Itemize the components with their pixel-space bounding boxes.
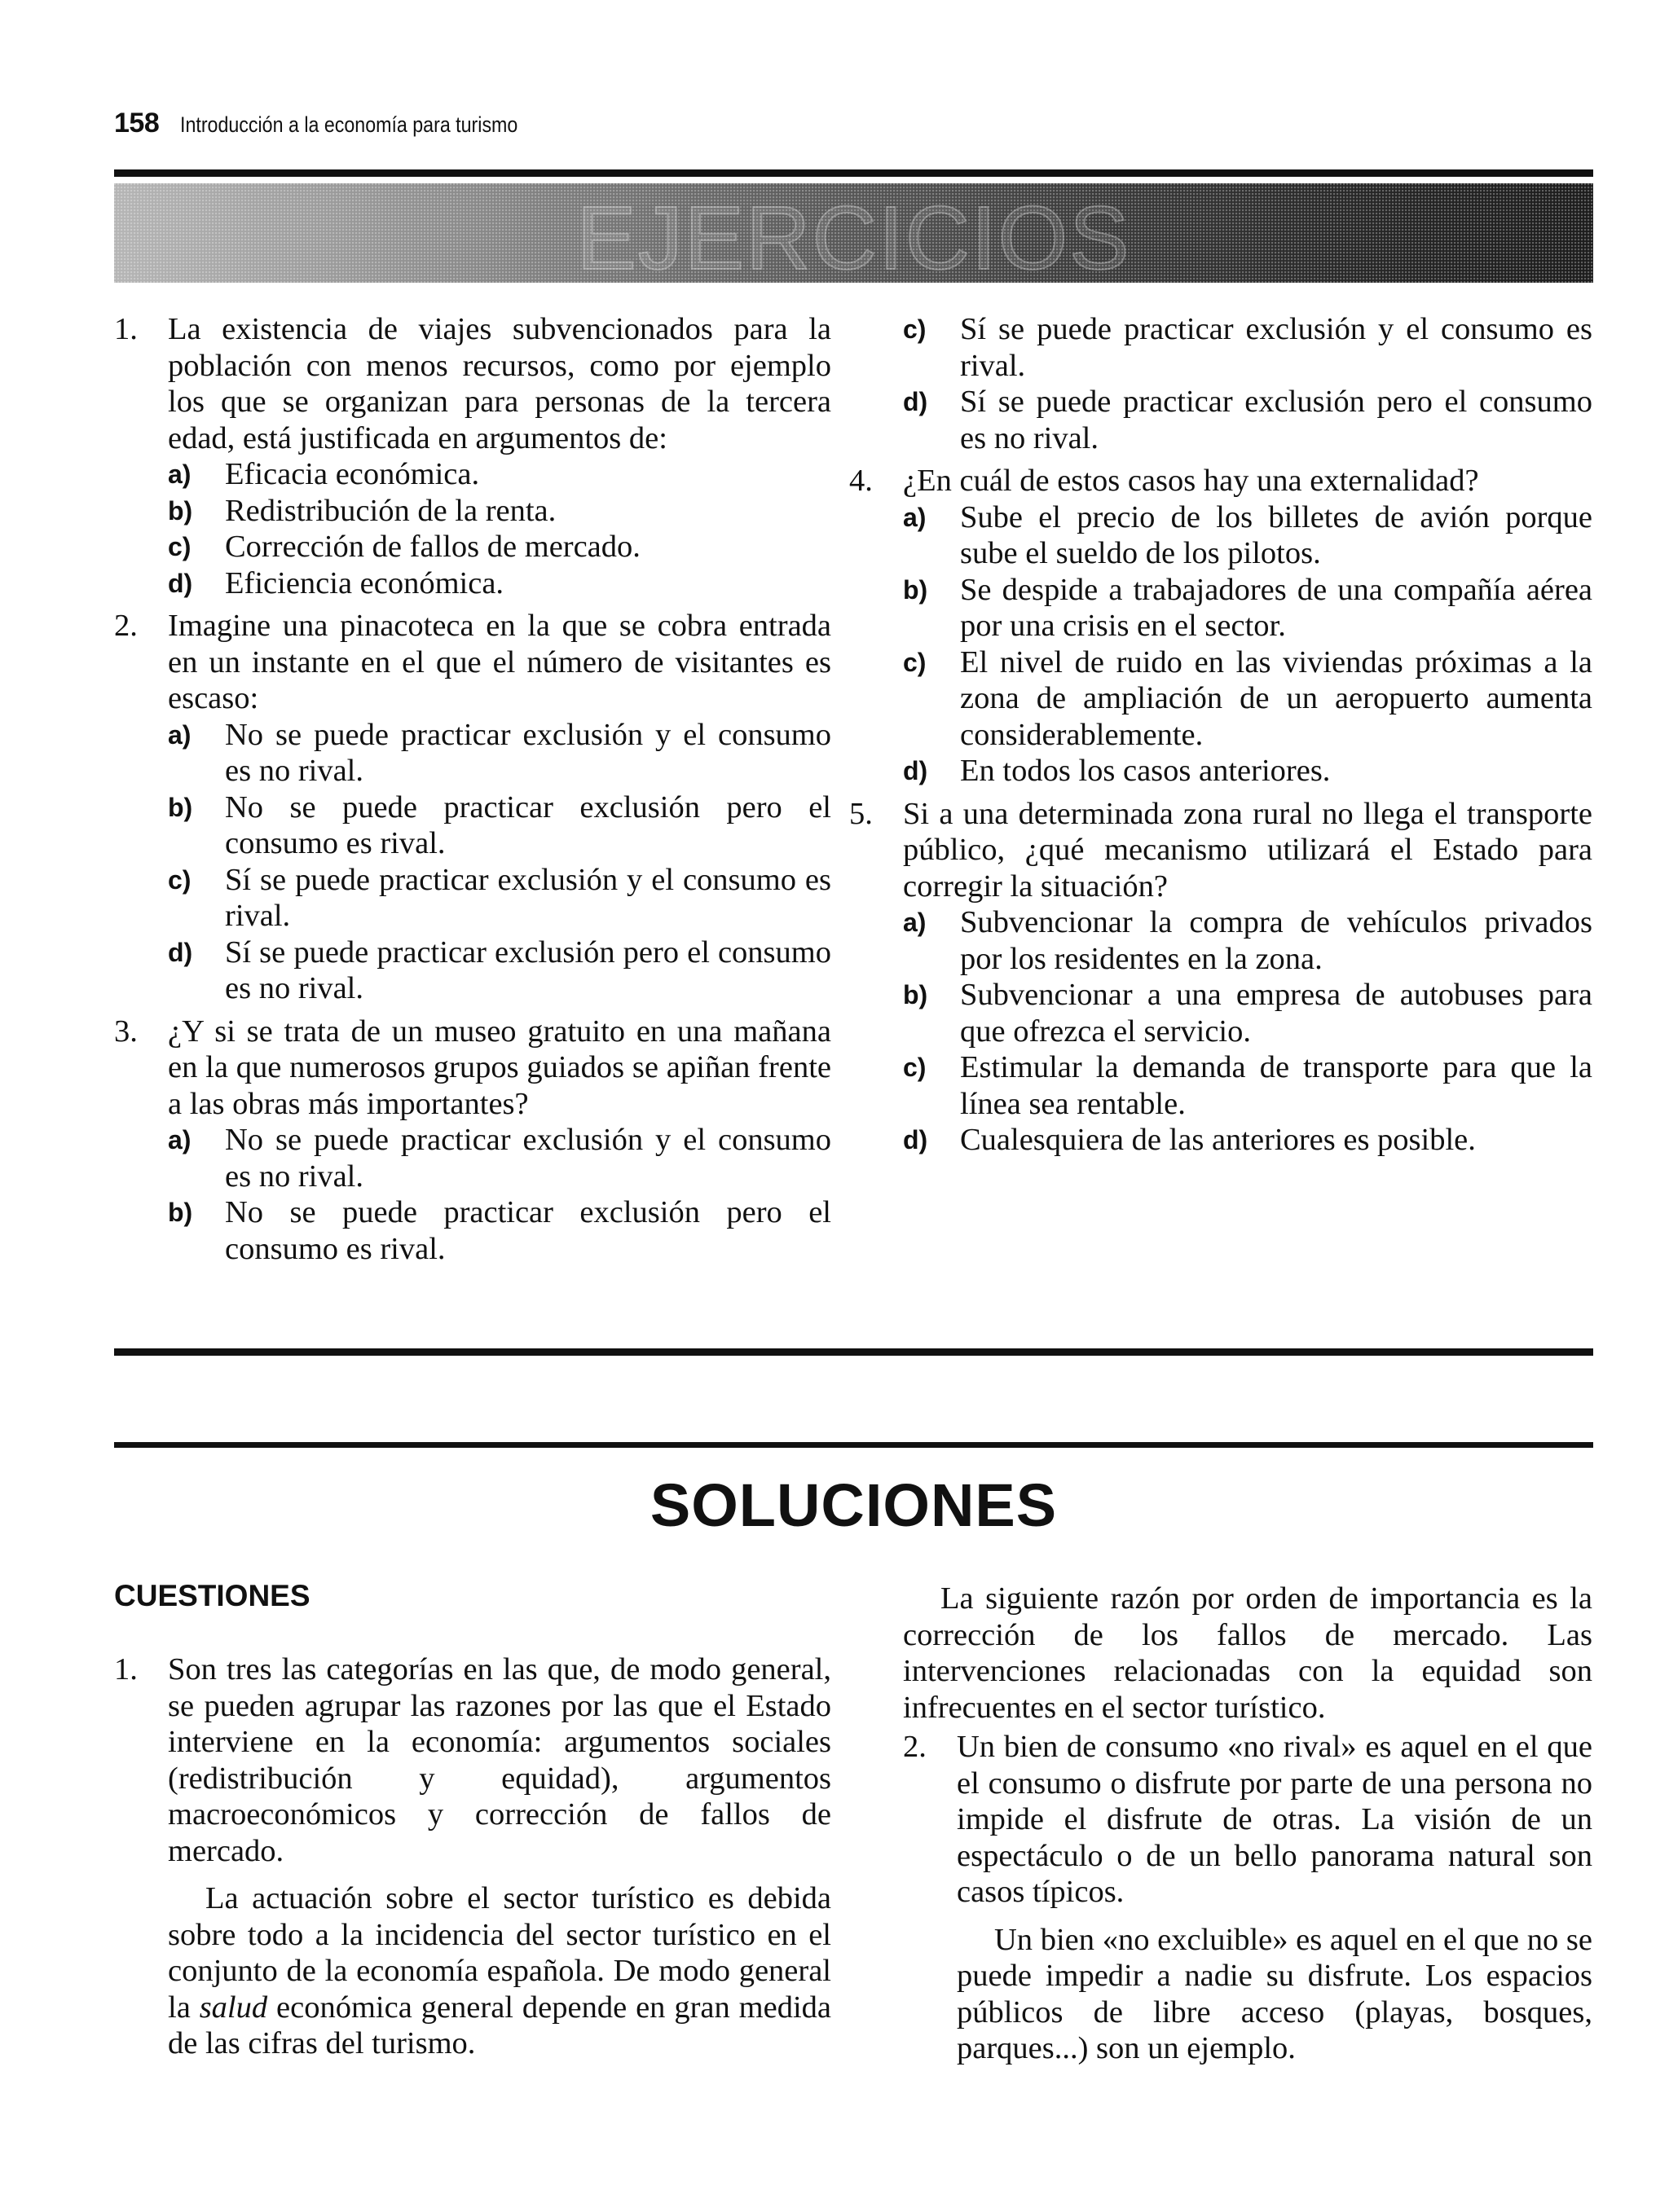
- option-letter: a): [903, 908, 927, 937]
- option-text: Estimular la demanda de transporte para que la línea sea rentable.: [960, 1050, 1592, 1121]
- option-b: [168, 789, 831, 862]
- option-letter: c): [168, 864, 192, 895]
- option-a: [168, 456, 831, 493]
- option-d: [903, 384, 1592, 456]
- options-list: [903, 904, 1592, 1159]
- question-text: Si a una determinada zona rural no llega el transporte público, ¿qué mecanismo utilizará el Estado para corregir la situación?: [903, 796, 1592, 904]
- question-number: 5.: [849, 796, 873, 831]
- option-text: No se puede practicar exclusión pero el consumo es rival.: [225, 789, 831, 860]
- exercises-banner: [114, 183, 1593, 283]
- option-text: Sube el precio de los billetes de avión porque sube el sueldo de los pilotos.: [960, 499, 1592, 570]
- question-text: La existencia de viajes subvencionados para la población con menos recursos, como por ejemplo los que se organizan para personas de la tercera edad, está justificada en argumentos de:: [168, 312, 831, 455]
- exercises-bottom-rule: [114, 1348, 1593, 1356]
- options-list: [168, 1122, 831, 1267]
- solutions-right-column: [903, 1581, 1592, 2091]
- question-3: [114, 1014, 831, 1268]
- solutions-subheading: CUESTIONES: [114, 1579, 310, 1612]
- option-letter: c): [903, 647, 927, 677]
- option-letter: b): [168, 495, 193, 526]
- solutions-title: SOLUCIONES: [650, 1471, 1058, 1539]
- option-letter: b): [168, 1198, 193, 1227]
- solution-1: [114, 1651, 831, 2073]
- emphasis: salud: [199, 1990, 268, 2025]
- question-number: 4.: [849, 464, 873, 498]
- option-text: Corrección de fallos de mercado.: [225, 530, 641, 564]
- question-5: [849, 796, 1592, 1159]
- options-list: [168, 456, 831, 601]
- question-4: [849, 463, 1592, 789]
- option-letter: b): [903, 980, 928, 1009]
- question-1: [114, 311, 831, 601]
- question-text: ¿En cuál de estos casos hay una externalidad?: [903, 464, 1479, 498]
- text-run: La actuación sobre el sector turístico es debida sobre todo a la incidencia del sector turístico en el conjunto de la economía española. De modo general la: [168, 1881, 831, 2025]
- option-a: [168, 717, 831, 789]
- solution-paragraph: Son tres las categorías en las que, de modo general, se pueden agrupar las razones por las que el Estado interviene en la economía: argumentos sociales (redistribución y equidad), argumentos macroeconómicos y corrección de fallos de mercado.: [168, 1652, 831, 1868]
- option-letter: a): [168, 1125, 192, 1154]
- option-letter: a): [168, 719, 192, 750]
- option-d: [168, 934, 831, 1007]
- option-text: Sí se puede practicar exclusión pero el consumo es no rival.: [960, 385, 1592, 455]
- option-letter: d): [168, 937, 193, 967]
- option-c: [168, 862, 831, 934]
- option-letter: d): [903, 387, 928, 416]
- option-d: [168, 565, 831, 602]
- options-list: [168, 717, 831, 1007]
- option-text: No se puede practicar exclusión y el consumo es no rival.: [225, 1123, 831, 1194]
- solutions-top-rule: [114, 1442, 1593, 1448]
- page-number: 158: [114, 108, 160, 139]
- option-text: Eficiencia económica.: [225, 565, 504, 600]
- top-rule: [114, 169, 1593, 177]
- option-letter: c): [168, 532, 192, 561]
- question-number: 1.: [114, 312, 138, 346]
- book-title: Introducción a la economía para turismo: [180, 112, 518, 137]
- option-letter: b): [903, 574, 928, 605]
- option-a: [168, 1122, 831, 1194]
- exercises-left-column: [114, 311, 831, 1273]
- option-text: Sí se puede practicar exclusión pero el consumo es no rival.: [225, 934, 831, 1005]
- option-letter: d): [168, 568, 193, 598]
- option-letter: d): [903, 1125, 928, 1154]
- solution-paragraph: Un bien de consumo «no rival» es aquel en el que el consumo o disfrute por parte de una persona no impide el disfrute de otras. La visión de un espectáculo o de un bello panorama natural son casos típicos.: [957, 1730, 1592, 1909]
- option-letter: b): [168, 792, 193, 822]
- options-list: [903, 499, 1592, 789]
- option-text: No se puede practicar exclusión y el consumo es no rival.: [225, 717, 831, 788]
- option-a: [903, 904, 1592, 977]
- solution-paragraph: Un bien «no excluible» es aquel en el que no se puede impedir a nadie su disfrute. Los espacios públicos de libre acceso (playas, bosques, parques...) son un ejemplo.: [957, 1922, 1592, 2065]
- option-letter: a): [903, 502, 927, 532]
- question-3-continued: [903, 311, 1592, 456]
- option-letter: c): [903, 314, 927, 344]
- option-text: Sí se puede practicar exclusión y el consumo es rival.: [960, 312, 1592, 383]
- option-text: Subvencionar la compra de vehículos privados por los residentes en la zona.: [960, 905, 1592, 976]
- solution-2: [903, 1729, 1592, 2078]
- exercises-banner-title: EJERCICIOS: [576, 188, 1131, 283]
- option-c: [903, 311, 1592, 384]
- option-text: Eficacia económica.: [225, 457, 480, 491]
- options-list: [903, 311, 1592, 456]
- option-text: Cualesquiera de las anteriores es posible.: [960, 1123, 1476, 1157]
- question-number: 2.: [114, 609, 138, 643]
- solutions-left-column: [114, 1651, 831, 2087]
- exercises-right-column: [849, 311, 1592, 1165]
- option-text: Subvencionar a una empresa de autobuses para que ofrezca el servicio.: [960, 978, 1592, 1049]
- option-b: [168, 493, 831, 530]
- option-text: Sí se puede practicar exclusión y el consumo es rival.: [225, 862, 831, 933]
- option-c: [903, 1049, 1592, 1122]
- question-text: ¿Y si se trata de un museo gratuito en una mañana en la que numerosos grupos guiados se apiñan frente a las obras más importantes?: [168, 1014, 831, 1121]
- option-letter: c): [903, 1053, 927, 1082]
- option-a: [903, 499, 1592, 572]
- option-c: [168, 529, 831, 565]
- option-text: Se despide a trabajadores de una compañía aérea por una crisis en el sector.: [960, 572, 1592, 643]
- option-b: [168, 1194, 831, 1267]
- question-text: Imagine una pinacoteca en la que se cobra entrada en un instante en el que el número de visitantes es escaso:: [168, 609, 831, 715]
- text-run: económica general depende en gran medida de las cifras del turismo.: [168, 1990, 831, 2060]
- option-text: No se puede practicar exclusión pero el consumo es rival.: [225, 1195, 831, 1266]
- option-text: El nivel de ruido en las viviendas próximas a la zona de ampliación de un aeropuerto aumenta considerablemente.: [960, 644, 1592, 752]
- solution-paragraph: La siguiente razón por orden de importancia es la corrección de los fallos de mercado. Las intervenciones relacionadas con la equidad son infrecuentes en el sector turístico.: [903, 1581, 1592, 1725]
- option-b: [903, 572, 1592, 644]
- solution-number: 1.: [114, 1652, 138, 1686]
- option-text: En todos los casos anteriores.: [960, 754, 1331, 788]
- option-d: [903, 753, 1592, 789]
- option-d: [903, 1122, 1592, 1159]
- option-b: [903, 977, 1592, 1049]
- running-head: [114, 108, 573, 139]
- option-letter: a): [168, 460, 192, 489]
- solution-number: 2.: [903, 1730, 927, 1764]
- question-2: [114, 608, 831, 1007]
- option-text: Redistribución de la renta.: [225, 493, 557, 528]
- question-number: 3.: [114, 1014, 138, 1049]
- solution-paragraph: [168, 1880, 831, 2062]
- option-c: [903, 644, 1592, 754]
- option-letter: d): [903, 756, 928, 785]
